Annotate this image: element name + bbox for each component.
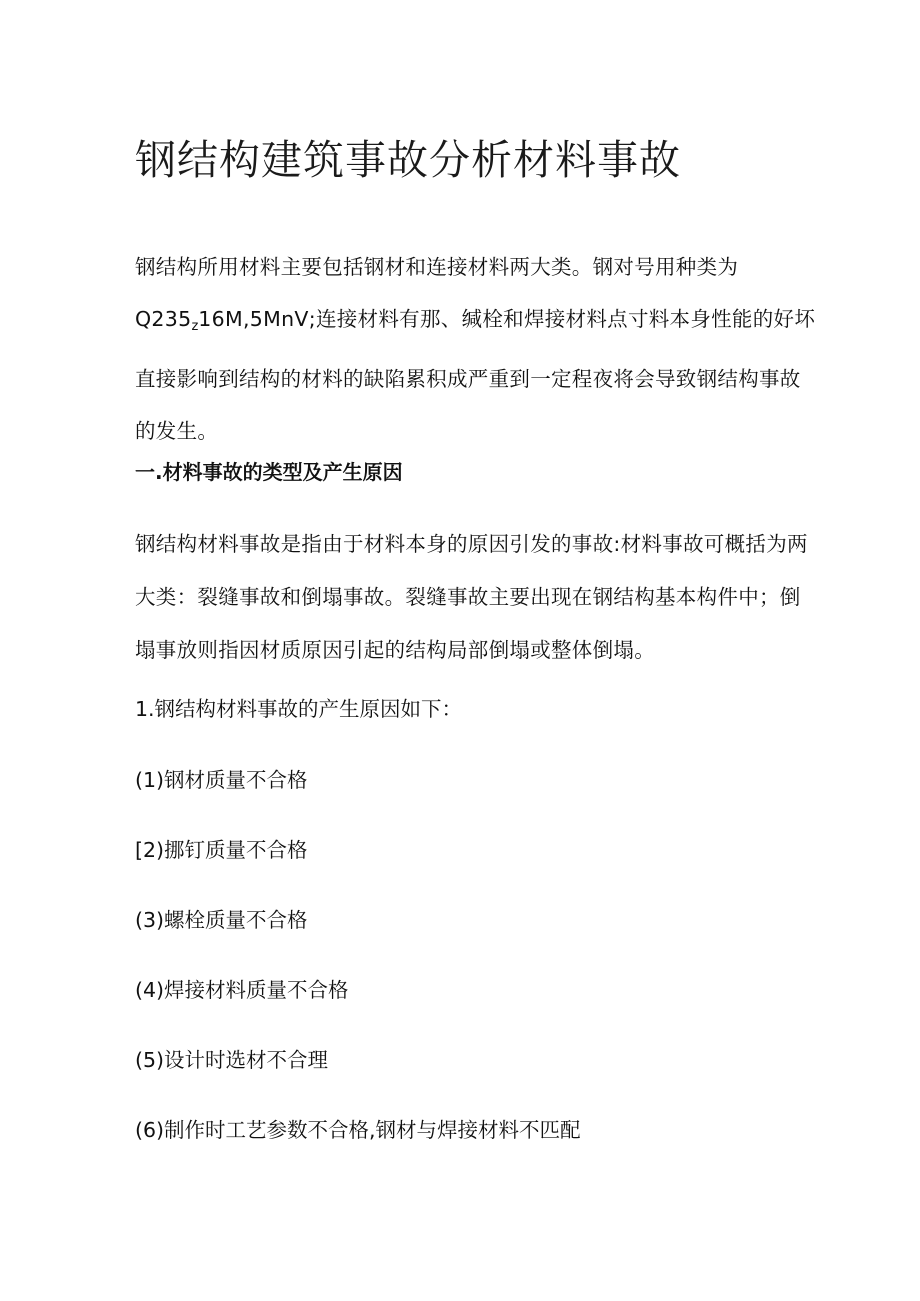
section-heading: 一.材料事故的类型及产生原因 <box>135 460 403 484</box>
intro-line-1: 钢结构所用材料主要包括钢材和连接材料两大类。钢对号用种类为 <box>135 255 739 279</box>
intro-line-4: 的发生。 <box>135 419 219 443</box>
list-item: (3)螺栓质量不合格 <box>135 908 308 932</box>
list-item: (1)钢材质量不合格 <box>135 768 308 792</box>
list-item: (4)焊接材料质量不合格 <box>135 978 349 1002</box>
intro-paragraph <box>135 241 816 457</box>
list-item: (5)设计时选材不合理 <box>135 1048 329 1072</box>
intro-line-3: 直接影响到结构的材料的缺陷累积成严重到一定程夜将会导致钢结构事故 <box>135 367 801 391</box>
paragraph-line-2: 大类：裂缝事故和倒塌事故。裂缝事故主要出现在钢结构基本构件中；倒 <box>135 585 801 609</box>
steel-grade-subscript: z <box>191 319 199 334</box>
causes-list-intro: 1.钢结构材料事故的产生原因如下： <box>135 697 463 721</box>
document-title: 钢结构建筑事故分析材料事故 <box>135 136 681 184</box>
paragraph-line-3: 塌事放则指因材质原因引起的结构局部倒塌或整体倒塌。 <box>135 638 655 662</box>
steel-grade-q235: Q235 <box>135 307 192 331</box>
causes-list <box>135 762 581 1182</box>
intro-line-2 <box>135 293 816 353</box>
list-item: [2)挪钉质量不合格 <box>135 838 308 862</box>
paragraph-line-1: 钢结构材料事故是指由于材料本身的原因引发的事故:材料事故可概括为两 <box>135 532 808 556</box>
intro-line-2-rest: 16M,5MnV;连接材料有那、缄栓和焊接材料点寸料本身性能的好坏 <box>198 307 816 331</box>
material-accident-paragraph <box>135 518 808 677</box>
list-item: (6)制作时工艺参数不合格,钢材与焊接材料不匹配 <box>135 1118 581 1142</box>
